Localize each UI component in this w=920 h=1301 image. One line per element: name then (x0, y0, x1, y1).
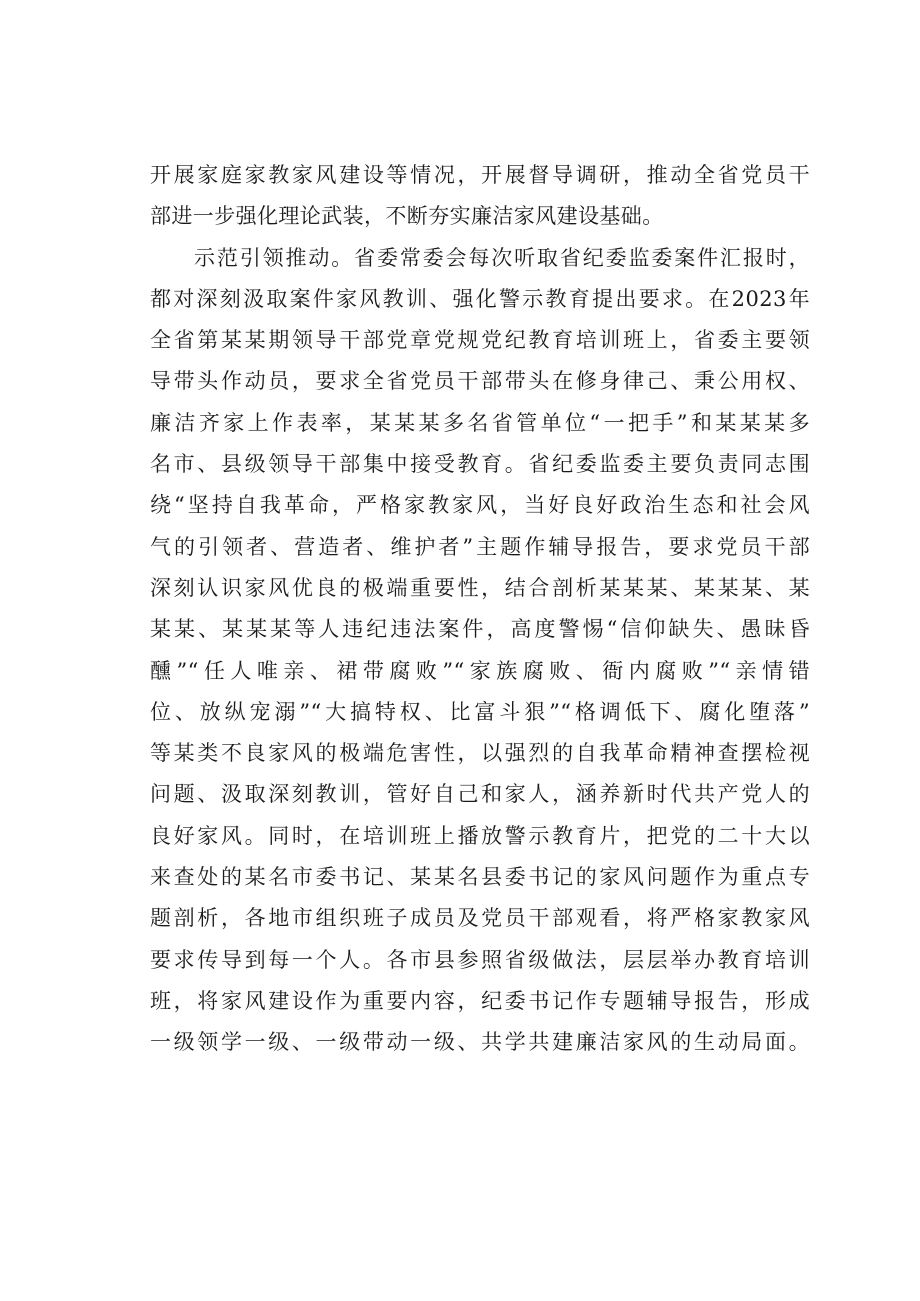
text-line: 都对深刻汲取案件家风教训、强化警示教育提出要求。在2023年 (150, 286, 810, 311)
text-line: 良好家风。同时，在培训班上播放警示教育片，把党的二十大以 (150, 823, 810, 848)
text-line: 来查处的某名市委书记、某某名县委书记的家风问题作为重点专 (150, 865, 810, 890)
continuation-paragraph (150, 155, 810, 238)
text-line: 问题、汲取深刻教训，管好自己和家人，涵养新时代共产党人的 (150, 782, 810, 807)
text-line: 一级领学一级、一级带动一级、共学共建廉洁家风的生动局面。 (150, 1030, 810, 1055)
text-line: 导带头作动员，要求全省党员干部带头在修身律己、秉公用权、 (150, 369, 810, 394)
body-paragraph (150, 238, 810, 1064)
text-line: 题剖析，各地市组织班子成员及党员干部观看，将严格家教家风 (150, 906, 810, 931)
text-line: 深刻认识家风优良的极端重要性，结合剖析某某某、某某某、某 (150, 575, 810, 600)
text-line: 部进一步强化理论武装，不断夯实廉洁家风建设基础。 (150, 204, 664, 229)
text-line: 某某、某某某等人违纪违法案件，高度警惕“信仰缺失、愚昧昏 (150, 617, 810, 642)
document-body (150, 155, 810, 1064)
text-line: 醺”“任人唯亲、裙带腐败”“家族腐败、衙内腐败”“亲情错 (150, 658, 810, 683)
text-line: 开展家庭家教家风建设等情况，开展督导调研，推动全省党员干 (150, 163, 810, 187)
text-line: 等某类不良家风的极端危害性，以强烈的自我革命精神查摆检视 (150, 741, 810, 766)
text-line: 气的引领者、营造者、维护者”主题作辅导报告，要求党员干部 (150, 534, 810, 559)
text-line: 全省第某某期领导干部党章党规党纪教育培训班上，省委主要领 (150, 328, 810, 353)
text-line: 班，将家风建设作为重要内容，纪委书记作专题辅导报告，形成 (150, 988, 810, 1013)
text-line: 示范引领推动。省委常委会每次听取省纪委监委案件汇报时， (194, 245, 810, 270)
text-line: 廉洁齐家上作表率，某某某多名省管单位“一把手”和某某某多 (150, 410, 810, 435)
text-line: 要求传导到每一个人。各市县参照省级做法，层层举办教育培训 (150, 947, 810, 972)
text-line: 位、放纵宠溺”“大搞特权、比富斗狠”“格调低下、腐化堕落” (150, 699, 810, 724)
text-line: 绕“坚持自我革命，严格家教家风，当好良好政治生态和社会风 (150, 493, 810, 518)
text-line: 名市、县级领导干部集中接受教育。省纪委监委主要负责同志围 (150, 452, 810, 477)
